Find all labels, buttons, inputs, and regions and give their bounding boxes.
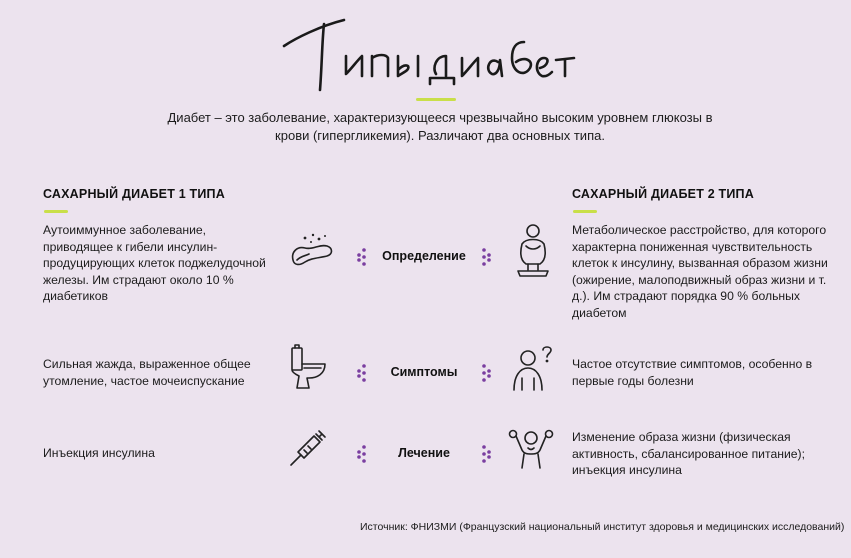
type1-symptoms: Сильная жажда, выраженное общее утомление, частое мочеиспускание bbox=[43, 357, 251, 388]
type2-treatment: Изменение образа жизни (физическая активность, сбалансированное питание); инъекция инсулина bbox=[572, 430, 805, 477]
pancreas-icon bbox=[287, 230, 335, 270]
obese-person-icon bbox=[512, 222, 554, 278]
type2-heading: САХАРНЫЙ ДИАБЕТ 2 ТИПА bbox=[572, 187, 754, 201]
dots-right-definition bbox=[480, 247, 492, 267]
dots-right-symptoms bbox=[480, 363, 492, 383]
intro-text: Диабет – это заболевание, характеризующееся чрезвычайно высоким уровнем глюкозы в крови (гипергликемия). Различают два основных типа. bbox=[167, 110, 713, 143]
dots-right-treatment bbox=[480, 444, 492, 464]
type1-treatment: Инъекция инсулина bbox=[43, 446, 155, 460]
syringe-icon bbox=[288, 428, 328, 468]
type1-heading: САХАРНЫЙ ДИАБЕТ 1 ТИПА bbox=[43, 187, 225, 201]
confused-person-icon bbox=[510, 344, 556, 392]
handwritten-title bbox=[276, 12, 576, 98]
dots-left-treatment bbox=[356, 444, 368, 464]
source-note: Источник: ФНИЗМИ (Французский национальный институт здоровья и медицинских исследований) bbox=[360, 521, 845, 533]
title-underline bbox=[416, 98, 456, 101]
type2-heading-mark bbox=[573, 210, 597, 213]
row-label-symptoms: Симптомы bbox=[390, 365, 458, 379]
person-dumbbells-icon bbox=[506, 426, 556, 470]
toilet-icon bbox=[287, 344, 329, 390]
title-block bbox=[0, 8, 851, 100]
dots-left-symptoms bbox=[356, 363, 368, 383]
row-label-treatment: Лечение bbox=[398, 446, 450, 460]
row-label-definition: Определение bbox=[382, 249, 466, 263]
dots-left-definition bbox=[356, 247, 368, 267]
type2-symptoms: Частое отсутствие симптомов, особенно в первые годы болезни bbox=[572, 357, 813, 388]
type2-definition: Метаболическое расстройство, для которого характерна пониженная чувствительность клеток к инсулину, вызванная образом жизни (ожирение, малоподвижный образ жизни и т. д.). Им страдают порядка 90 % больных диабетом bbox=[572, 223, 828, 320]
type1-heading-mark bbox=[44, 210, 68, 213]
type1-definition: Аутоиммунное заболевание, приводящее к гибели инсулин-продуцирующих клеток поджелудочной железы. Им страдают около 10 % диабетиков bbox=[43, 223, 266, 303]
